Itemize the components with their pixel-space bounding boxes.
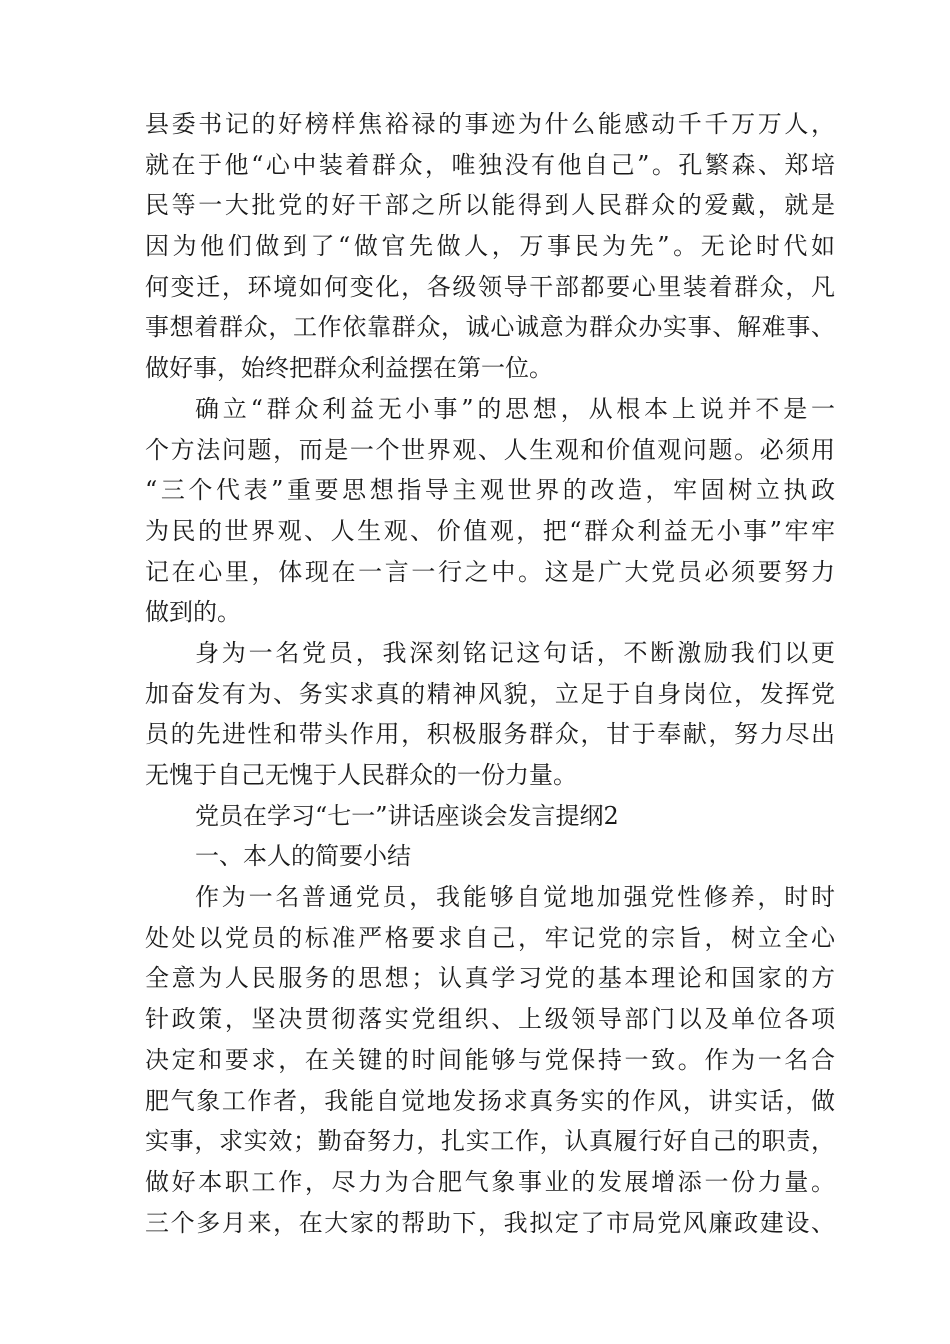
text-line: 做好事，始终把群众利益摆在第一位。 [145,354,553,383]
text-line: 加奋发有为、务实求真的精神风貌，立足于自身岗位，发挥党 [145,679,835,708]
text-line: 何变迁，环境如何变化，各级领导干部都要心里装着群众，凡 [145,272,835,301]
section-title: 党员在学习“七一”讲话座谈会发言提纲2 [195,801,619,830]
text-line: 县委书记的好榜样焦裕禄的事迹为什么能感动千千万万人， [145,110,835,138]
text-line: 针政策，坚决贯彻落实党组织、上级领导部门以及单位各项 [145,1005,835,1034]
text-line: 肥气象工作者，我能自觉地发扬求真务实的作风，讲实话，做 [145,1086,835,1115]
text-line: 做到的。 [145,598,241,627]
paragraph-first-line: 身为一名党员，我深刻铭记这句话，不断激励我们以更 [195,638,835,667]
text-line: 处处以党员的标准严格要求自己，牢记党的宗旨，树立全心 [145,923,835,952]
text-line: 为民的世界观、人生观、价值观，把“群众利益无小事”牢牢 [145,516,835,545]
text-line: 就在于他“心中装着群众，唯独没有他自己”。孔繁森、郑培 [145,150,835,179]
text-line: 三个多月来，在大家的帮助下，我拟定了市局党风廉政建设、 [145,1208,835,1237]
text-line: “三个代表”重要思想指导主观世界的改造，牢固树立执政 [145,476,835,505]
text-line: 实事，求实效；勤奋努力，扎实工作，认真履行好自己的职责， [145,1127,835,1156]
text-line: 民等一大批党的好干部之所以能得到人民群众的爱戴，就是 [145,191,835,220]
text-line: 因为他们做到了“做官先做人，万事民为先”。无论时代如 [145,232,835,261]
text-line: 无愧于自己无愧于人民群众的一份力量。 [145,761,577,789]
section-heading: 一、本人的简要小结 [195,842,411,871]
paragraph-first-line: 确立“群众利益无小事”的思想，从根本上说并不是一 [195,394,835,423]
document-body [145,104,835,1243]
text-line: 决定和要求，在关键的时间能够与党保持一致。作为一名合 [145,1045,835,1074]
text-line: 做好本职工作，尽力为合肥气象事业的发展增添一份力量。 [145,1167,835,1196]
text-line: 个方法问题，而是一个世界观、人生观和价值观问题。必须用 [145,435,835,464]
text-line: 记在心里，体现在一言一行之中。这是广大党员必须要努力 [145,557,835,586]
text-line: 事想着群众，工作依靠群众，诚心诚意为群众办实事、解难事、 [145,313,835,342]
text-line: 全意为人民服务的思想；认真学习党的基本理论和国家的方 [145,964,835,993]
text-line: 员的先进性和带头作用，积极服务群众，甘于奉献，努力尽出 [145,720,835,749]
paragraph-first-line: 作为一名普通党员，我能够自觉地加强党性修养，时时 [195,883,835,912]
